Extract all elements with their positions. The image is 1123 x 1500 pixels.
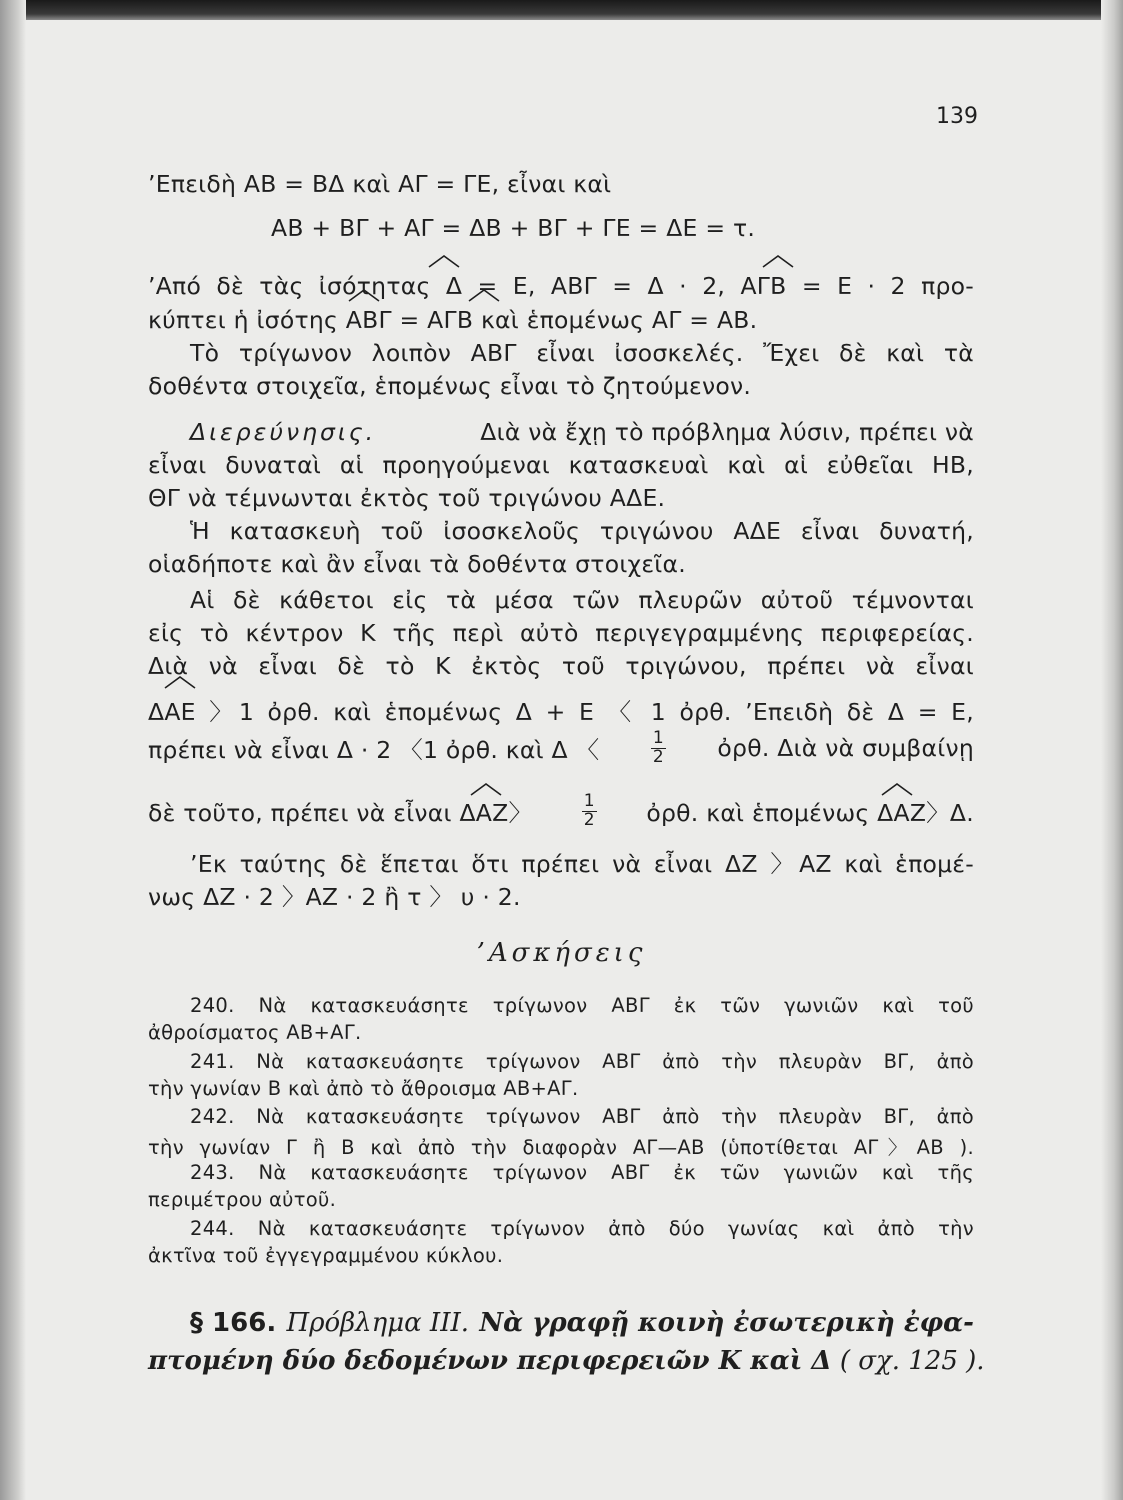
text-line-17-b: ὀρθ. καὶ ἑπομένως ΔΑΖ〉Δ.: [646, 799, 974, 828]
text-line-16: [148, 730, 974, 767]
text-line-6: δοθέντα στοιχεῖα, ἑπομένως εἶναι τὸ ζητούμενον.: [148, 372, 752, 400]
angle-hat-mark: [762, 254, 794, 268]
section-title-part-2: πτομένη δύο δεδομένων περιφερειῶν Κ καὶ Δ: [148, 1346, 832, 1376]
angle-hat-mark: [428, 254, 460, 268]
fraction-denominator: 2: [583, 809, 595, 830]
text-line-3: ’Από δὲ τὰς ἰσότητας Δ = Ε, ΑΒΓ = Δ · 2, ΑΓΒ = Ε · 2 προ-: [148, 272, 974, 300]
exercises-heading: ’Ασκήσεις: [476, 938, 647, 968]
investigation-label: Διερεύνησις.: [190, 418, 377, 446]
text-line-10: Ἡ κατασκευὴ τοῦ ἰσοσκελοῦς τριγώνου ΑΔΕ εἶναι δυνατή,: [190, 517, 974, 545]
exercise-242-line-2: τὴν γωνίαν Γ ἢ Β καὶ ἀπὸ τὴν διαφορὰν ΑΓ—ΑΒ (ὑποτίθεται ΑΓ〉ΑΒ ).: [148, 1136, 974, 1159]
figure-reference: ( σχ. 125 ).: [839, 1346, 985, 1376]
angle-hat-mark: [164, 675, 196, 689]
exercise-240-line-2: ἀθροίσματος ΑΒ+ΑΓ.: [148, 1021, 362, 1044]
fraction-one-half: [651, 730, 666, 767]
text-line-5: Τὸ τρίγωνον λοιπὸν ΑΒΓ εἶναι ἰσοσκελές. Ἔχει δὲ καὶ τὰ: [190, 339, 974, 367]
section-label: Πρόβλημα ΙΙΙ.: [286, 1308, 470, 1338]
scan-top-edge: [0, 0, 1123, 20]
exercise-244-line-1: 244. Νὰ κατασκευάσητε τρίγωνον ἀπὸ δύο γωνίας καὶ ἀπὸ τὴν: [190, 1217, 974, 1240]
fraction-numerator: 1: [652, 728, 664, 748]
text-line-1: ’Επειδὴ ΑΒ = ΒΔ καὶ ΑΓ = ΓΕ, εἶναι καὶ: [148, 170, 612, 198]
section-title-part-1: Νὰ γραφῇ κοινὴ ἐσωτερικὴ ἐφα-: [479, 1308, 974, 1338]
text-line-12: Αἱ δὲ κάθετοι εἰς τὰ μέσα τῶν πλευρῶν αὐτοῦ τέμνονται: [190, 586, 974, 614]
text-line-9: ΘΓ νὰ τέμνωνται ἐκτὸς τοῦ τριγώνου ΑΔΕ.: [148, 484, 666, 512]
exercise-243-line-2: περιμέτρου αὐτοῦ.: [148, 1188, 337, 1211]
text-line-14: Διὰ νὰ εἶναι δὲ τὸ Κ ἐκτὸς τοῦ τριγώνου, πρέπει νὰ εἶναι: [148, 652, 974, 680]
exercise-243-line-1: 243. Νὰ κατασκευάσητε τρίγωνον ΑΒΓ ἐκ τῶν γωνιῶν καὶ τῆς: [190, 1161, 974, 1184]
fraction-denominator: 2: [652, 746, 664, 767]
angle-hat-mark: [470, 782, 502, 796]
text-line-16-a: πρέπει νὰ εἶναι Δ · 2 〈1 ὀρθ. καὶ Δ 〈: [148, 736, 600, 765]
text-line-8: εἶναι δυναταὶ αἱ προηγούμεναι κατασκευαὶ καὶ αἱ εὐθεῖαι ΗΒ,: [148, 451, 974, 479]
text-line-7: [190, 418, 974, 446]
exercise-241-line-2: τὴν γωνίαν Β καὶ ἀπὸ τὸ ἄθροισμα ΑΒ+ΑΓ.: [148, 1077, 579, 1100]
angle-hat-mark: [468, 288, 500, 302]
text-line-19: νως ΔΖ · 2 〉ΑΖ · 2 ἢ τ 〉 υ · 2.: [148, 883, 521, 911]
exercise-240-line-1: 240. Νὰ κατασκευάσητε τρίγωνον ΑΒΓ ἐκ τῶν γωνιῶν καὶ τοῦ: [190, 994, 974, 1017]
angle-hat-mark: [881, 782, 913, 796]
angle-hat-mark: [348, 288, 380, 302]
page-number: 139: [936, 104, 978, 129]
exercise-242-line-1: 242. Νὰ κατασκευάσητε τρίγωνον ΑΒΓ ἀπὸ τὴν πλευρὰν ΒΓ, ἀπὸ: [190, 1105, 974, 1128]
fraction-one-half: [582, 793, 597, 830]
scan-right-edge: [1101, 0, 1123, 1500]
text-line-7-rest: Διὰ νὰ ἔχῃ τὸ πρόβλημα λύσιν, πρέπει νὰ: [480, 418, 974, 446]
section-166-title-line-1: [190, 1308, 974, 1338]
scan-left-edge: [0, 0, 26, 1500]
text-line-17-a: δὲ τοῦτο, πρέπει νὰ εἶναι ΔΑΖ〉: [148, 799, 533, 828]
exercise-241-line-1: 241. Νὰ κατασκευάσητε τρίγωνον ΑΒΓ ἀπὸ τὴν πλευρὰν ΒΓ, ἀπὸ: [190, 1050, 974, 1073]
text-line-11: οἱαδήποτε καὶ ἂν εἶναι τὰ δοθέντα στοιχεῖα.: [148, 550, 686, 578]
text-line-17: [148, 793, 974, 830]
text-line-13: εἰς τὸ κέντρον Κ τῆς περὶ αὐτὸ περιγεγραμμένης περιφερείας.: [148, 619, 974, 647]
section-166-title-line-2: [148, 1346, 985, 1376]
fraction-numerator: 1: [583, 791, 595, 811]
text-line-15: ΔΑΕ 〉1 ὀρθ. καὶ ἑπομένως Δ + Ε 〈 1 ὀρθ. ’Επειδὴ δὲ Δ = Ε,: [148, 698, 974, 726]
text-line-16-b: ὀρθ. Διὰ νὰ συμβαίνῃ: [717, 734, 974, 763]
text-line-4: κύπτει ἡ ἰσότης ΑΒΓ = ΑΓΒ καὶ ἑπομένως ΑΓ = ΑΒ.: [148, 306, 758, 334]
section-number: § 166.: [190, 1308, 277, 1338]
text-line-18: ’Εκ ταύτης δὲ ἕπεται ὅτι πρέπει νὰ εἶναι ΔΖ 〉ΑΖ καὶ ἑπομέ-: [190, 850, 974, 878]
text-line-2: ΑΒ + ΒΓ + ΑΓ = ΔΒ + ΒΓ + ΓΕ = ΔΕ = τ.: [271, 214, 756, 242]
exercise-244-line-2: ἀκτῖνα τοῦ ἐγγεγραμμένου κύκλου.: [148, 1244, 504, 1267]
